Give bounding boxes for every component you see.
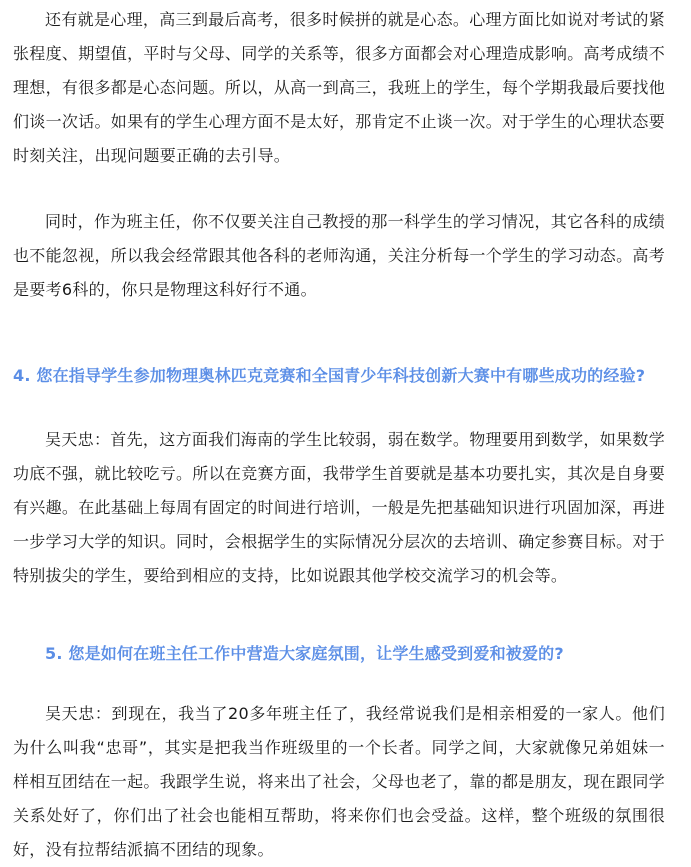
- question-5-heading: 5. 您是如何在班主任工作中营造大家庭氛围，让学生感受到爱和被爱的?: [45, 644, 564, 663]
- paragraph-mental-state: 还有就是心理，高三到最后高考，很多时候拼的就是心态。心理方面比如说对考试的紧张程度、期望值，平时与父母、同学的关系等，很多方面都会对心理造成影响。高考成绩不理想，有很多都是心态问题。所以，从高一到高三，我班上的学生，每个学期我最后要找他们谈一次话。如果有的学生心理方面不是太好，那肯定不止谈一次。对于学生的心理状态要时刻关注，出现问题要正确的去引导。: [13, 10, 666, 165]
- paragraph-other-subjects: 同时，作为班主任，你不仅要关注自己教授的那一科学生的学习情况，其它各科的成绩也不能忽视，所以我会经常跟其他各科的老师沟通，关注分析每一个学生的学习动态。高考是要考6科的，你只是物理这科好行不通。: [13, 212, 666, 299]
- question-4-heading: 4. 您在指导学生参加物理奥林匹克竞赛和全国青少年科技创新大赛中有哪些成功的经验?: [13, 366, 646, 385]
- answer-5-paragraph: 吴天忠：到现在，我当了20多年班主任了，我经常说我们是相亲相爱的一家人。他们为什么叫我“忠哥”，其实是把我当作班级里的一个长者。同学之间，大家就像兄弟姐妹一样相互团结在一起。我跟学生说，将来出了社会，父母也老了，靠的都是朋友，现在跟同学关系处好了，你们出了社会也能相互帮助，将来你们也会受益。这样，整个班级的氛围很好，没有拉帮结派搞不团结的现象。: [13, 704, 666, 859]
- article-body: [0, 3, 678, 867]
- answer-4-paragraph: 吴天忠：首先，这方面我们海南的学生比较弱，弱在数学。物理要用到数学，如果数学功底不强，就比较吃亏。所以在竞赛方面，我带学生首要就是基本功要扎实，其次是自身要有兴趣。在此基础上每周有固定的时间进行培训，一般是先把基础知识进行巩固加深，再进一步学习大学的知识。同时，会根据学生的实际情况分层次的去培训、确定参赛目标。对于特别拔尖的学生，要给到相应的支持，比如说跟其他学校交流学习的机会等。: [13, 430, 666, 585]
